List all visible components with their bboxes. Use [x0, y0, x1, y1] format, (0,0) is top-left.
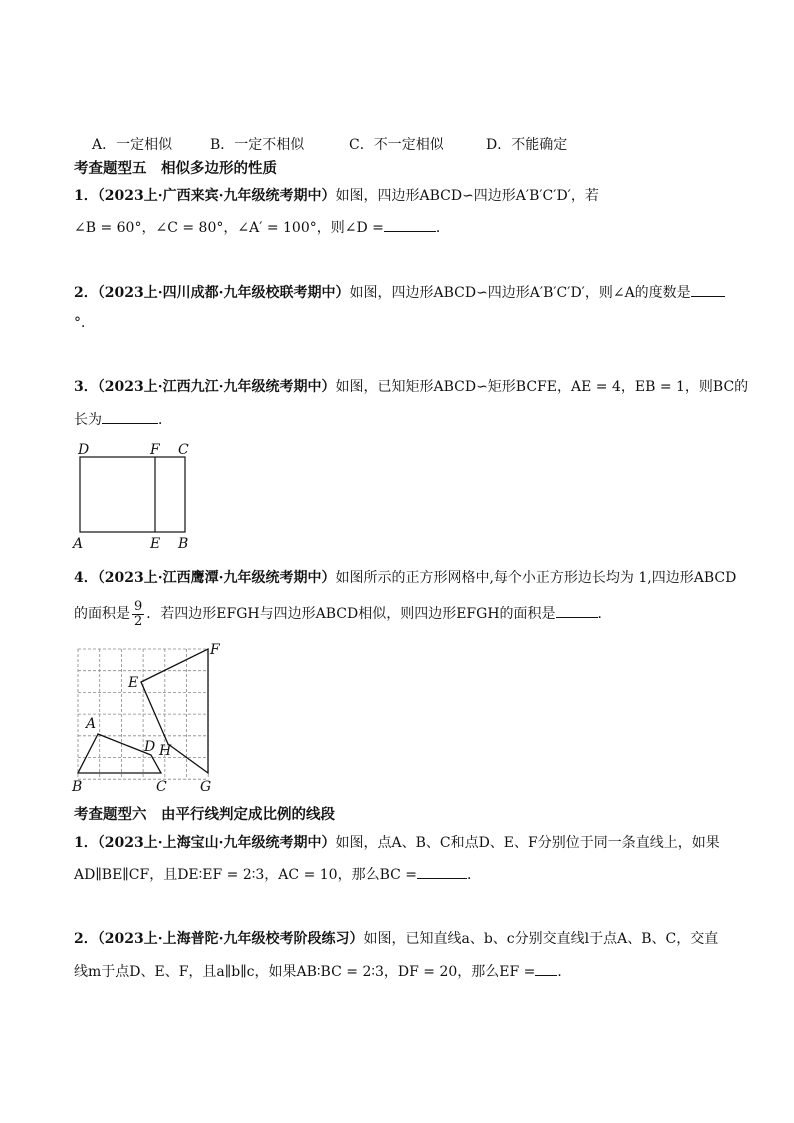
- s5-q1-source: （2023上·广西来宾·九年级统考期中）: [97, 188, 336, 204]
- s5-q3-answer-blank[interactable]: [102, 410, 158, 424]
- label-d: D: [78, 442, 90, 458]
- label-a: A: [73, 536, 84, 552]
- choice-d: D．不能确定: [486, 137, 568, 153]
- label-c: C: [156, 779, 167, 795]
- s5-q2-text1: 如图，四边形ABCD∽四边形A′B′C′D′，则∠A的度数是: [349, 285, 691, 301]
- s5-q4-figure: [70, 640, 230, 796]
- s5-q4-line1: [74, 569, 736, 587]
- label-h: H: [159, 743, 172, 759]
- label-f: F: [150, 442, 160, 458]
- s5-q2-answer-blank[interactable]: [691, 283, 725, 297]
- s6-q1-text1: 如图，点A、B、C和点D、E、F分别位于同一条直线上，如果: [335, 835, 720, 851]
- rect-abcd: [80, 457, 185, 532]
- label-f: F: [210, 642, 220, 658]
- s5-q4-text2b: ．若四边形EFGH与四边形ABCD相似，则四边形EFGH的面积是: [146, 606, 556, 622]
- s5-q2-source: （2023上·四川成都·九年级校联考期中）: [97, 285, 350, 301]
- choice-c: C．不一定相似: [349, 137, 444, 153]
- s5-q1-answer-blank[interactable]: [384, 218, 436, 232]
- area-fraction: [132, 600, 144, 629]
- s5-q2-line2: °．: [74, 315, 95, 331]
- label-e: E: [128, 675, 139, 691]
- s6-q1-text2: AD∥BE∥CF，且DE∶EF = 2∶3，AC = 10，那么BC =: [74, 867, 418, 883]
- s5-q3-figure: [70, 440, 200, 552]
- label-e: E: [150, 536, 161, 552]
- fraction-numerator: 9: [134, 598, 143, 614]
- label-b: B: [72, 779, 83, 795]
- s5-q3-source: （2023上·江西九江·九年级统考期中）: [97, 379, 336, 395]
- s6-q1-answer-blank[interactable]: [417, 865, 467, 879]
- label-c: C: [178, 442, 189, 458]
- s6-q2-number: 2．: [74, 931, 98, 947]
- s5-q3-line2: [74, 410, 172, 429]
- s5-q4-answer-blank[interactable]: [556, 604, 598, 618]
- s5-q1-line1: [74, 187, 599, 205]
- s6-q2-answer-blank[interactable]: [535, 962, 557, 976]
- s5-q3-text2: 长为: [74, 412, 102, 428]
- fraction-denominator: 2: [134, 613, 143, 629]
- label-a: A: [86, 716, 97, 732]
- s5-q1-text1: 如图，四边形ABCD∽四边形A′B′C′D′，若: [335, 188, 599, 204]
- s5-q1-end: ．: [435, 220, 450, 236]
- s5-q3-number: 3．: [74, 379, 98, 395]
- s6-q1-end: ．: [467, 867, 482, 883]
- section-6-title: 考查题型六 由平行线判定成比例的线段: [74, 806, 335, 823]
- s6-q1-number: 1．: [74, 835, 98, 851]
- label-g: G: [200, 779, 212, 795]
- s5-q1-text2: ∠B = 60°，∠C = 80°，∠A′ = 100°，则∠D =: [74, 220, 384, 236]
- s5-q4-line2: [74, 598, 612, 630]
- choice-a: A．一定相似: [92, 137, 173, 153]
- s5-q2-number: 2．: [74, 285, 98, 301]
- s5-q3-end: ．: [158, 412, 172, 428]
- s6-q2-text2: 线m于点D、E、F，且a∥b∥c，如果AB∶BC = 2∶3，DF = 20，那么EF =: [74, 964, 536, 980]
- s5-q1-line2: [74, 218, 450, 237]
- s6-q1-line1: [74, 834, 720, 852]
- s5-q1-number: 1．: [74, 188, 98, 204]
- s5-q3-text1: 如图，已知矩形ABCD∽矩形BCFE，AE = 4，EB = 1，则BC的: [335, 379, 749, 395]
- s6-q2-source: （2023上·上海普陀·九年级校考阶段练习）: [97, 931, 364, 947]
- s5-q3-line1: [74, 378, 748, 396]
- s6-q2-text1: 如图，已知直线a、b、c分别交直线l于点A、B、C，交直: [363, 931, 719, 947]
- s6-q2-end: ．: [557, 964, 572, 980]
- label-d: D: [144, 739, 156, 755]
- s6-q2-line1: [74, 930, 718, 948]
- s6-q1-line2: [74, 865, 481, 884]
- s5-q4-end: ．: [597, 606, 612, 622]
- label-b: B: [178, 536, 189, 552]
- s6-q2-line2: [74, 962, 571, 981]
- s5-q4-text2a: 的面积是: [74, 606, 130, 622]
- choice-b: B．一定不相似: [210, 137, 305, 153]
- s5-q4-text1: 如图所示的正方形网格中,每个小正方形边长均为 1,四边形ABCD: [335, 570, 737, 586]
- s5-q4-number: 4．: [74, 570, 98, 586]
- section-5-title: 考查题型五 相似多边形的性质: [74, 160, 277, 177]
- s6-q1-source: （2023上·上海宝山·九年级统考期中）: [97, 835, 336, 851]
- s5-q2-line1: [74, 283, 725, 302]
- s5-q4-source: （2023上·江西鹰潭·九年级统考期中）: [97, 570, 336, 586]
